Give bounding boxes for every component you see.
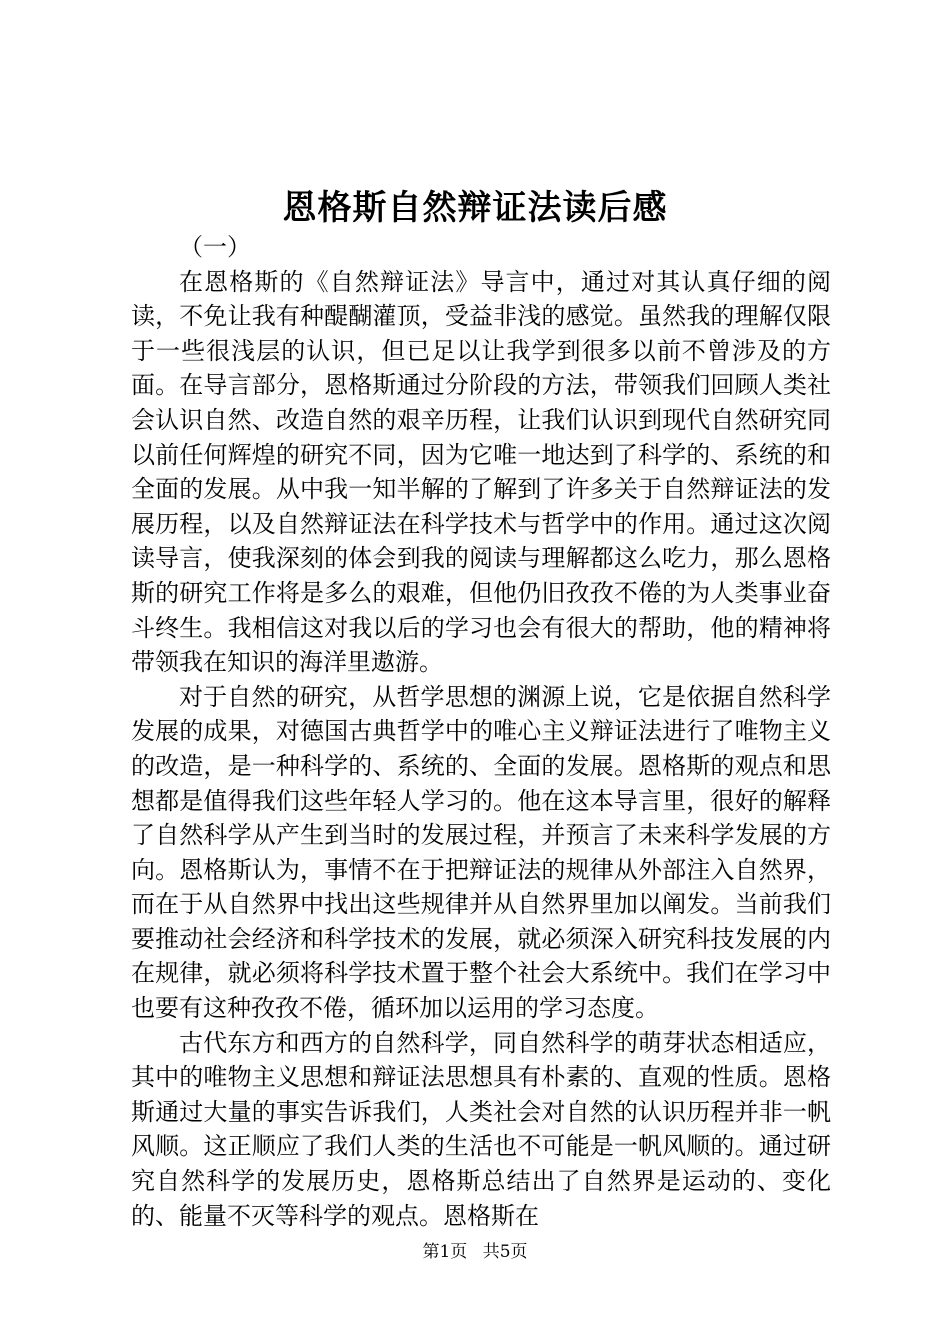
paragraph-2: 对于自然的研究，从哲学思想的渊源上说，它是依据自然科学发展的成果，对德国古典哲学中的唯心主义辩证法进行了唯物主义的改造，是一种科学的、系统的、全面的发展。恩格斯的观点和思想都是值得我们这些年轻人学习的。他在这本导言里，很好的解释了自然科学从产生到当时的发展过程，并预言了未来科学发展的方向。恩格斯认为，事情不在于把辩证法的规律从外部注入自然界，而在于从自然界中找出这些规律并从自然界里加以阐发。当前我们要推动社会经济和科学技术的发展，就必须深入研究科技发展的内在规律，就必须将科学技术置于整个社会大系统中。我们在学习中也要有这种孜孜不倦，循环加以运用的学习态度。 bbox=[131, 682, 831, 1023]
section-label: （一） bbox=[179, 233, 251, 261]
page-total: 共5页 bbox=[482, 1242, 528, 1262]
document-body bbox=[131, 230, 831, 1233]
paragraph-3: 古代东方和西方的自然科学，同自然科学的萌芽状态相适应，其中的唯物主义思想和辩证法思想具有朴素的、直观的性质。恩格斯通过大量的事实告诉我们，人类社会对自然的认识历程并非一帆风顺。这正顺应了我们人类的生活也不可能是一帆风顺的。通过研究自然科学的发展历史，恩格斯总结出了自然界是运动的、变化的、能量不灭等科学的观点。恩格斯在 bbox=[131, 1028, 831, 1230]
page-number: 第1页 bbox=[422, 1242, 468, 1262]
document-title: 恩格斯自然辩证法读后感 bbox=[282, 188, 668, 228]
paragraph-1: 在恩格斯的《自然辩证法》导言中，通过对其认真仔细的阅读，不免让我有种醍醐灌顶，受益非浅的感觉。虽然我的理解仅限于一些很浅层的认识，但已足以让我学到很多以前不曾涉及的方面。在导言部分，恩格斯通过分阶段的方法，带领我们回顾人类社会认识自然、改造自然的艰辛历程，让我们认识到现代自然研究同以前任何辉煌的研究不同，因为它唯一地达到了科学的、系统的和全面的发展。从中我一知半解的了解到了许多关于自然辩证法的发展历程，以及自然辩证法在科学技术与哲学中的作用。通过这次阅读导言，使我深刻的体会到我的阅读与理解都这么吃力，那么恩格斯的研究工作将是多么的艰难，但他仍旧孜孜不倦的为人类事业奋斗终生。我相信这对我以后的学习也会有很大的帮助，他的精神将带领我在知识的海洋里遨游。 bbox=[131, 267, 831, 677]
page-footer bbox=[0, 1240, 950, 1264]
